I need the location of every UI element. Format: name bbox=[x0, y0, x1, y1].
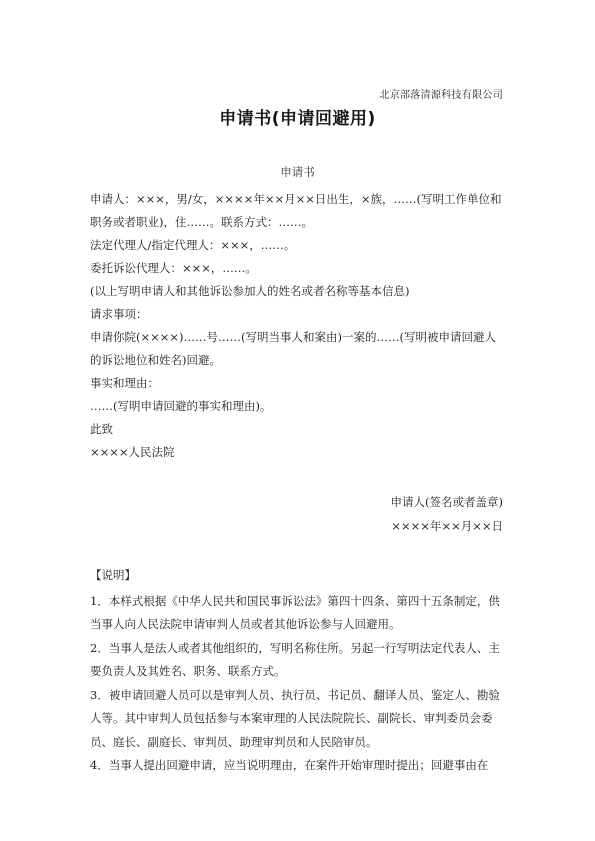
note-item: 4．当事人提出回避申请，应当说明理由，在案件开始审理时提出；回避事由在 bbox=[90, 758, 489, 772]
request-content: 申请你院(××××)……号……(写明当事人和案由)一案的……(写明被申请回避人的诉讼地位和姓名)回避。 bbox=[90, 330, 496, 367]
request-heading: 请求事项： bbox=[90, 307, 148, 321]
salutation: 此致 bbox=[90, 422, 113, 436]
date-line: ××××年××月××日 bbox=[391, 519, 503, 533]
note-item: 2．当事人是法人或者其他组织的，写明名称住所。另起一行写明法定代表人、主要负责人及其姓名、职务、联系方式。 bbox=[90, 640, 500, 678]
document-body bbox=[90, 188, 505, 464]
facts-heading: 事实和理由： bbox=[90, 376, 159, 390]
note-item: 1．本样式根据《中华人民共和国民事诉讼法》第四十四条、第四十五条制定，供当事人向人民法院申请审判人员或者其他诉讼参与人回避用。 bbox=[90, 593, 500, 631]
facts-content: ……(写明申请回避的事实和理由)。 bbox=[90, 399, 272, 413]
legal-representative: 法定代理人/指定代理人：×××，……。 bbox=[90, 238, 296, 252]
note-item: 3．被申请回避人员可以是审判人员、执行员、书记员、翻译人员、鉴定人、勘验人等。其中审判人员包括参与本案审理的人民法院院长、副院长、审判委员会委员、庭长、副庭长、审判员、助理审判员和人民陪审员。 bbox=[90, 687, 500, 749]
document-heading: 申请书 bbox=[280, 165, 315, 179]
document-title: 申请书(申请回避用) bbox=[219, 109, 376, 129]
litigation-agent: 委托诉讼代理人：×××，……。 bbox=[90, 261, 257, 275]
applicant-info: 申请人：×××，男/女，××××年××月××日出生，×族，……(写明工作单位和职务或者职业)，住……。联系方式：……。 bbox=[90, 192, 502, 229]
basic-info-note: (以上写明申请人和其他诉讼参加人的姓名或者名称等基本信息) bbox=[90, 284, 410, 298]
signature-line: 申请人(签名或者盖章) bbox=[390, 495, 503, 509]
notes-title: 【说明】 bbox=[90, 568, 136, 582]
court-name: ××××人民法院 bbox=[90, 445, 175, 459]
notes-section bbox=[90, 564, 505, 778]
company-name: 北京部落清源科技有限公司 bbox=[379, 90, 503, 101]
signature-block bbox=[391, 490, 503, 538]
